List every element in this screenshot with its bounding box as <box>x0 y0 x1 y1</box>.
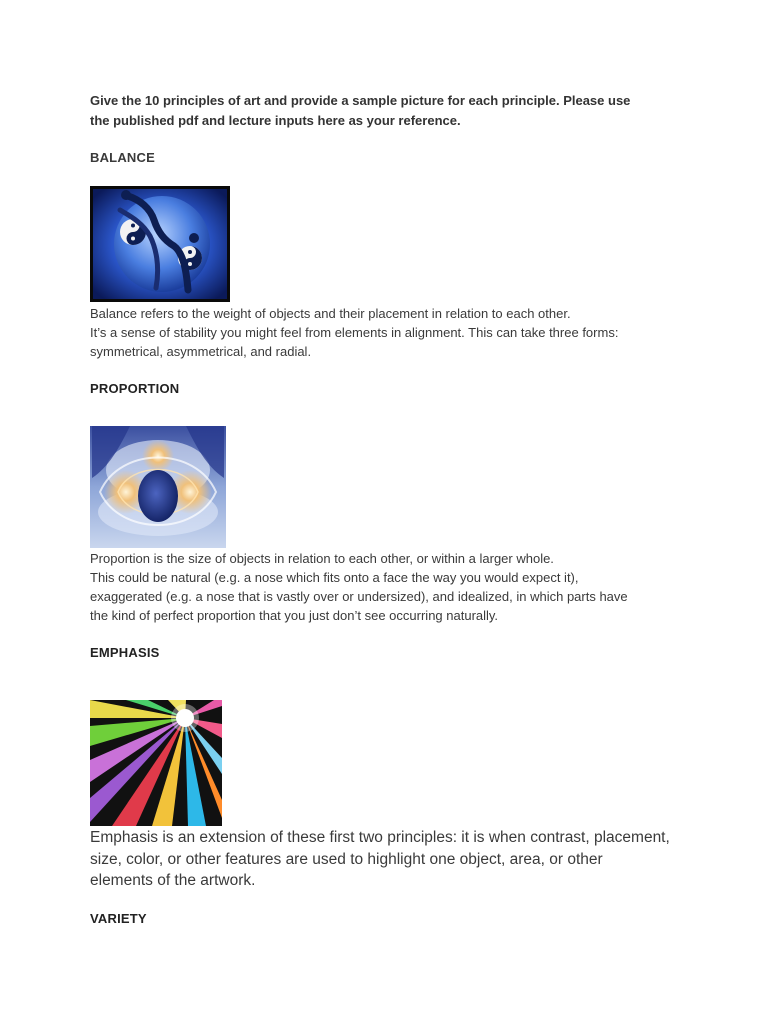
emphasis-line-2: size, color, or other features are used to highlight one object, area, or other <box>90 850 603 868</box>
symmetric-glowing-fractal-icon <box>90 426 226 548</box>
balance-image <box>90 186 230 302</box>
emphasis-image <box>90 700 222 826</box>
heading-proportion: PROPORTION <box>90 381 180 396</box>
proportion-line-3: exaggerated (e.g. a nose that is vastly over or undersized), and idealized, in which parts have <box>90 589 628 604</box>
balance-description <box>90 304 700 361</box>
radiating-rainbow-rays-icon <box>90 700 222 826</box>
heading-balance: BALANCE <box>90 150 155 165</box>
proportion-image <box>90 426 226 548</box>
proportion-line-4: the kind of perfect proportion that you just don’t see occurring naturally. <box>90 608 499 623</box>
yin-yang-dancers-painting-icon <box>90 186 230 302</box>
emphasis-description <box>90 827 700 892</box>
balance-line-2: It’s a sense of stability you might feel from elements in alignment. This can take three forms: <box>90 325 619 340</box>
emphasis-line-1: Emphasis is an extension of these first two principles: it is when contrast, placement, <box>90 829 670 846</box>
heading-variety: VARIETY <box>90 911 147 926</box>
balance-line-1: Balance refers to the weight of objects and their placement in relation to each other. <box>90 306 571 321</box>
intro-line-1: Give the 10 principles of art and provide a sample picture for each principle. Please use <box>90 93 631 108</box>
emphasis-line-3: elements of the artwork. <box>90 872 256 889</box>
heading-emphasis: EMPHASIS <box>90 645 160 660</box>
intro-question <box>90 91 690 131</box>
proportion-line-1: Proportion is the size of objects in relation to each other, or within a larger whole. <box>90 551 554 566</box>
proportion-description <box>90 549 700 625</box>
proportion-line-2: This could be natural (e.g. a nose which fits onto a face the way you would expect it), <box>90 570 579 585</box>
balance-line-3: symmetrical, asymmetrical, and radial. <box>90 344 312 359</box>
intro-line-2: the published pdf and lecture inputs here as your reference. <box>90 113 461 128</box>
